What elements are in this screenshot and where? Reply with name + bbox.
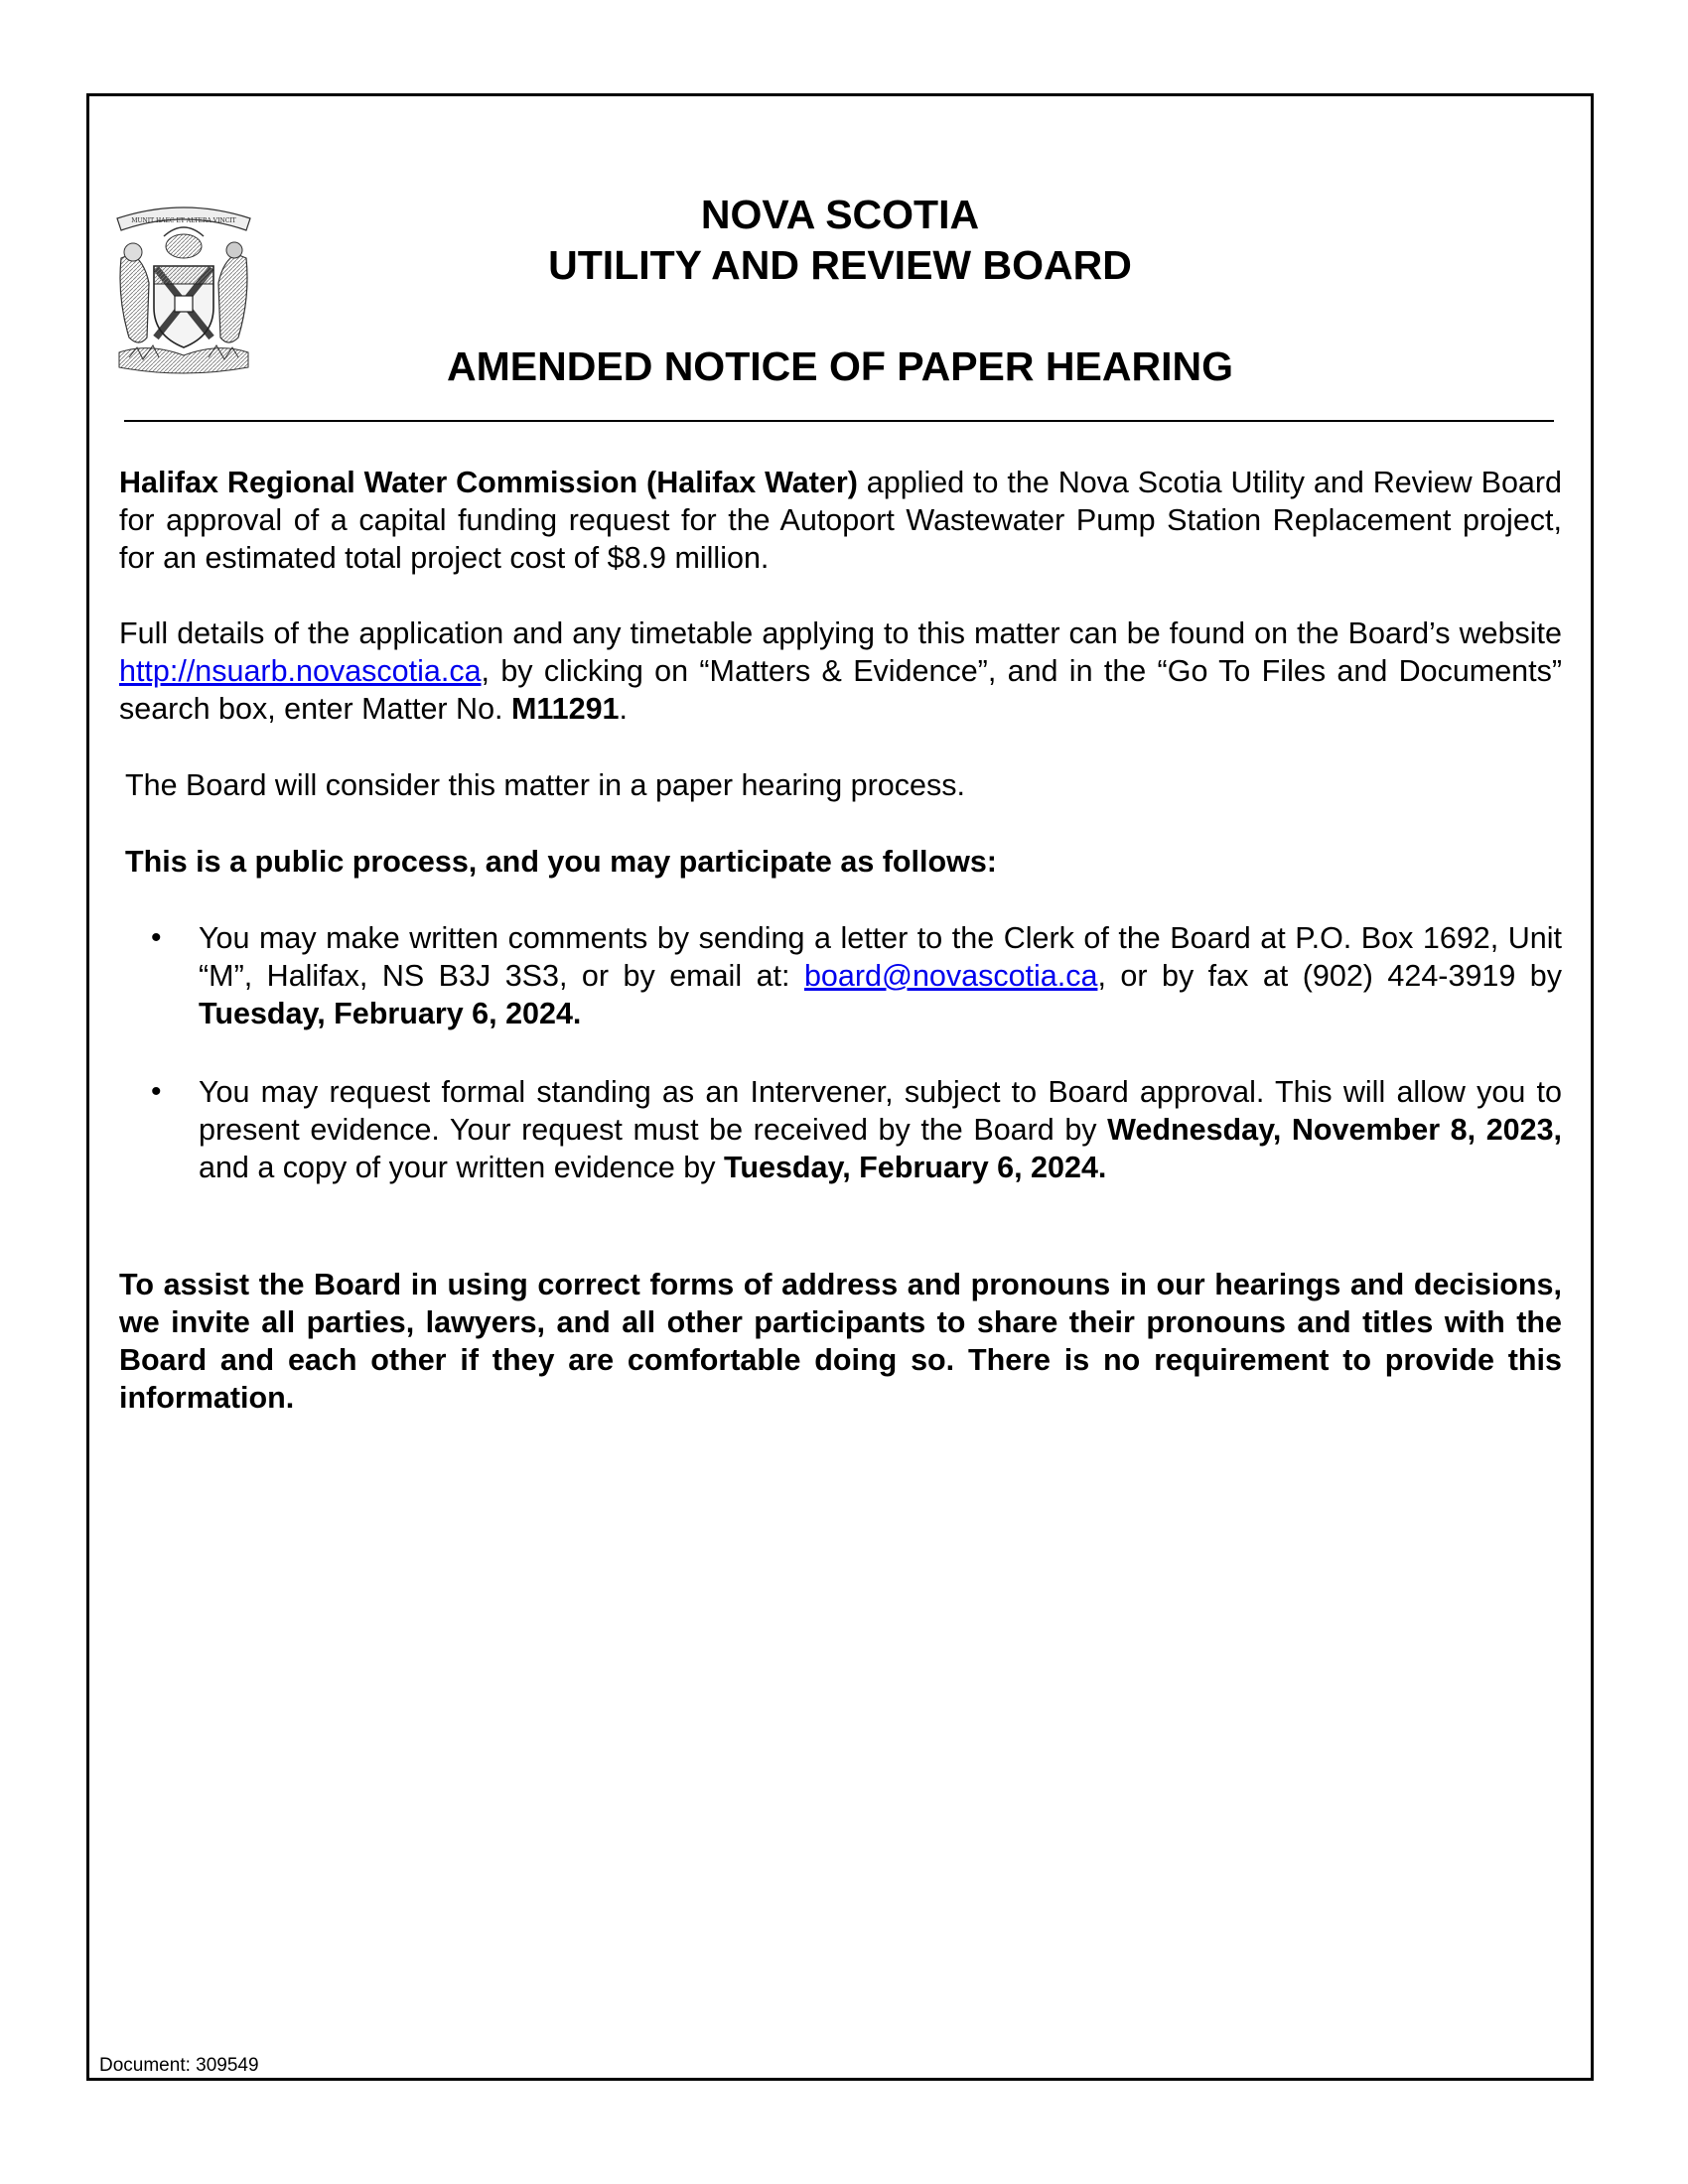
written-comments-bullet: You may make written comments by sending a letter to the Clerk of the Board at P.O. Box 1692, Unit “M”, Halifax, NS B3J 3S3, or by email at: board@novascotia.ca, or by fax at (902) 424-3919 by Tuesday, February 6, 2024. xyxy=(199,921,1562,1030)
paper-hearing-paragraph: The Board will consider this matter in a paper hearing process. xyxy=(125,768,965,802)
application-paragraph: Halifax Regional Water Commission (Halifax Water) applied to the Nova Scotia Utility and Review Board for approval of a capital funding request for the Autoport Wastewater Pump Station Replacement project, for an estimated total project cost of $8.9 million. xyxy=(119,466,1562,575)
participation-heading: This is a public process, and you may participate as follows: xyxy=(125,845,997,879)
comments-deadline: Tuesday, February 6, 2024. xyxy=(199,997,582,1030)
intervener-bullet: You may request formal standing as an Intervener, subject to Board approval. This will allow you to present evidence. Your request must be received by the Board by Wednesday, November 8, 2023, and a copy of your written evidence by Tuesday, February 6, 2024. xyxy=(199,1075,1563,1184)
header-nova-scotia: NOVA SCOTIA xyxy=(700,192,980,237)
header-divider xyxy=(124,420,1554,422)
bullet-marker: • xyxy=(151,1075,162,1108)
notice-title: AMENDED NOTICE OF PAPER HEARING xyxy=(447,343,1233,389)
details-paragraph: Full details of the application and any timetable applying to this matter can be found on the Board’s website http://nsuarb.novascotia.ca, by clicking on “Matters & Evidence”, and in the “Go To Files and Documents” search box, enter Matter No. M11291. xyxy=(119,616,1562,726)
matter-number: M11291 xyxy=(510,692,620,726)
board-email-link[interactable]: board@novascotia.ca xyxy=(803,959,1098,993)
crest-motto: MUNIT HAEC ET ALTERA VINCIT xyxy=(131,217,236,224)
pronouns-paragraph: To assist the Board in using correct forms of address and pronouns in our hearings and decisions, we invite all parties, lawyers, and all other participants to share their pronouns and titles with the Board and each other if they are comfortable doing so. There is no requirement to provide this information. xyxy=(119,1268,1562,1415)
intervener-deadline: Wednesday, November 8, 2023, xyxy=(1107,1113,1563,1147)
board-website-link[interactable]: http://nsuarb.novascotia.ca xyxy=(119,654,482,688)
evidence-deadline: Tuesday, February 6, 2024. xyxy=(723,1151,1107,1184)
bullet-marker: • xyxy=(151,921,162,954)
applicant-name: Halifax Regional Water Commission (Halifax Water) xyxy=(119,466,858,499)
header-board-name: UTILITY AND REVIEW BOARD xyxy=(548,242,1132,288)
document-number: Document: 309549 xyxy=(99,2055,259,2076)
